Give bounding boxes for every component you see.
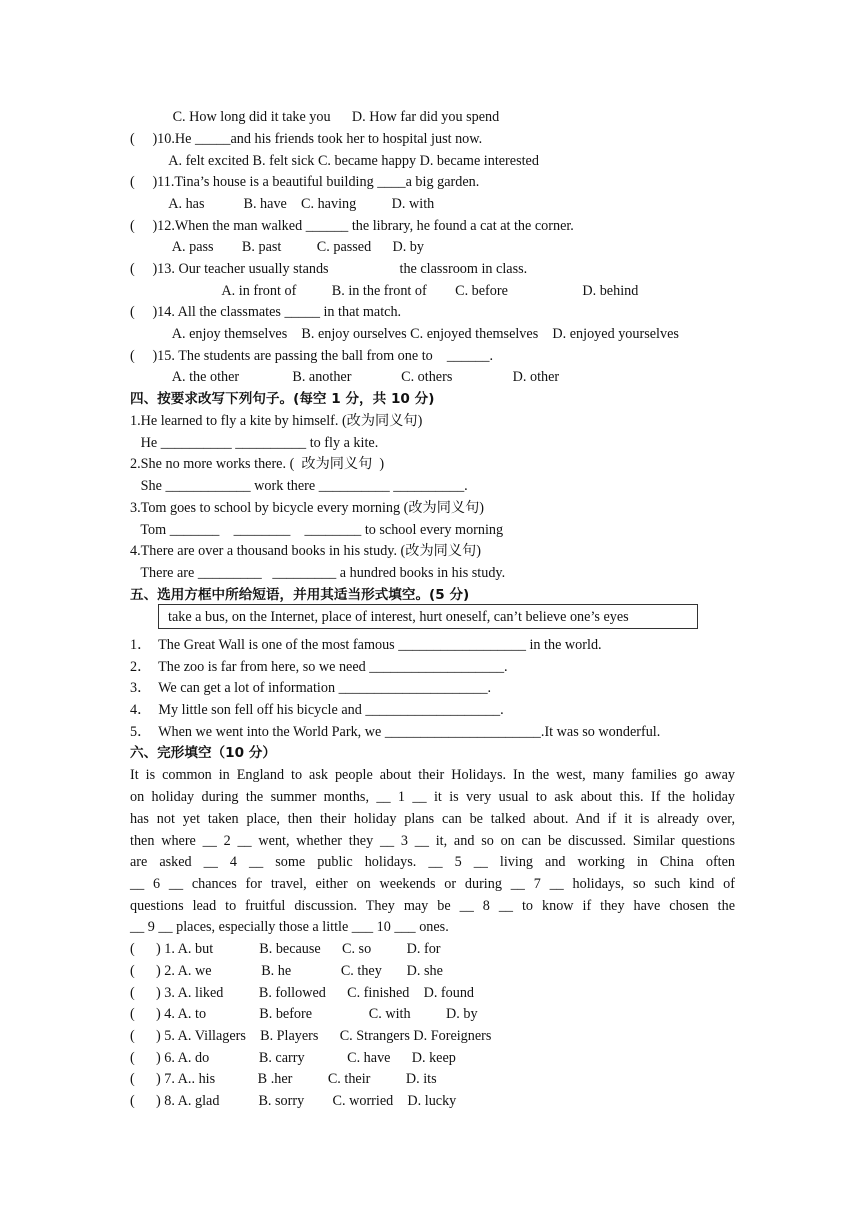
question-10-options: A. felt excited B. felt sick C. became happy D. became interested xyxy=(130,153,539,169)
cloze-question-2: ( ) 2. A. we B. he C. they D. she xyxy=(130,963,443,979)
cloze-question-1: ( ) 1. A. but B. because C. so D. for xyxy=(130,941,441,957)
rewrite-2-answer: She ____________ work there __________ __________. xyxy=(130,478,468,494)
rewrite-1: 1.He learned to fly a kite by himself. (改为同义句) xyxy=(130,413,423,429)
cloze-question-6: ( ) 6. A. do B. carry C. have D. keep xyxy=(130,1050,456,1066)
section-4-heading: 四、按要求改写下列句子。(每空 1 分，共 10 分) xyxy=(130,391,435,407)
question-11: ( )11.Tina’s house is a beautiful building ____a big garden. xyxy=(130,174,480,190)
phrase-box xyxy=(158,604,698,629)
cloze-question-7: ( ) 7. A.. his B .her C. their D. its xyxy=(130,1071,437,1087)
rewrite-1-answer: He __________ __________ to fly a kite. xyxy=(130,435,379,451)
question-13-options: A. in front of B. in the front of C. before D. behind xyxy=(130,283,639,299)
fill-2: 2． The zoo is far from here, so we need ___________________. xyxy=(130,659,508,675)
passage-line-6: __ 6 __ chances for travel, either on weekends or during __ 7 __ holidays, so such kind of xyxy=(130,876,735,892)
passage-line-7: questions lead to fruitful discussion. They may be __ 8 __ to know if they have chosen the xyxy=(130,898,735,914)
question-13: ( )13. Our teacher usually stands the classroom in class. xyxy=(130,261,528,277)
question-12-options: A. pass B. past C. passed D. by xyxy=(130,239,424,255)
question-14: ( )14. All the classmates _____ in that match. xyxy=(130,304,402,320)
fill-5: 5． When we went into the World Park, we ______________________.It was so wonderful. xyxy=(130,724,661,740)
cloze-question-5: ( ) 5. A. Villagers B. Players C. Strangers D. Foreigners xyxy=(130,1028,492,1044)
passage-line-1: It is common in England to ask people about their Holidays. In the west, many families go away xyxy=(130,767,735,783)
question-14-options: A. enjoy themselves B. enjoy ourselves C. enjoyed themselves D. enjoyed yourselves xyxy=(130,326,679,342)
fill-1: 1． The Great Wall is one of the most famous __________________ in the world. xyxy=(130,637,602,653)
q9-options-cd: C. How long did it take you D. How far did you spend xyxy=(130,109,500,125)
question-10: ( )10.He _____and his friends took her to hospital just now. xyxy=(130,131,483,147)
rewrite-4: 4.There are over a thousand books in his study. (改为同义句) xyxy=(130,543,481,559)
rewrite-3-answer: Tom _______ ________ ________ to school every morning xyxy=(130,522,504,538)
passage-line-2: on holiday during the summer months, __ 1 __ it is very usual to ask about this. If the holiday xyxy=(130,789,735,805)
cloze-question-8: ( ) 8. A. glad B. sorry C. worried D. lucky xyxy=(130,1093,457,1109)
section-6-heading: 六、完形填空（10 分） xyxy=(130,745,276,761)
question-15: ( )15. The students are passing the ball from one to ______. xyxy=(130,348,494,364)
phrase-box-text: take a bus, on the Internet, place of interest, hurt oneself, can’t believe one’s eyes xyxy=(168,609,629,625)
rewrite-3: 3.Tom goes to school by bicycle every morning (改为同义句) xyxy=(130,500,485,516)
question-11-options: A. has B. have C. having D. with xyxy=(130,196,435,212)
passage-line-8: __ 9 __ places, especially those a little ___ 10 ___ ones. xyxy=(130,919,449,935)
rewrite-4-answer: There are _________ _________ a hundred books in his study. xyxy=(130,565,506,581)
cloze-question-3: ( ) 3. A. liked B. followed C. finished D. found xyxy=(130,985,475,1001)
passage-line-4: then where __ 2 __ went, whether they __ 3 __ it, and so on can be discussed. Similar questions xyxy=(130,833,735,849)
passage-line-3: has not yet taken place, then their holiday plans can be talked about. And if it is already over, xyxy=(130,811,735,827)
question-15-options: A. the other B. another C. others D. other xyxy=(130,369,560,385)
fill-3: 3． We can get a lot of information _____________________. xyxy=(130,680,492,696)
question-12: ( )12.When the man walked ______ the library, he found a cat at the corner. xyxy=(130,218,574,234)
rewrite-2: 2.She no more works there. ( 改为同义句 ) xyxy=(130,456,385,472)
section-5-heading: 五、选用方框中所给短语，并用其适当形式填空。(5 分) xyxy=(130,587,470,603)
passage-line-5: are asked __ 4 __ some public holidays. __ 5 __ living and working in China often xyxy=(130,854,735,870)
cloze-question-4: ( ) 4. A. to B. before C. with D. by xyxy=(130,1006,478,1022)
fill-4: 4． My little son fell off his bicycle and ___________________. xyxy=(130,702,504,718)
